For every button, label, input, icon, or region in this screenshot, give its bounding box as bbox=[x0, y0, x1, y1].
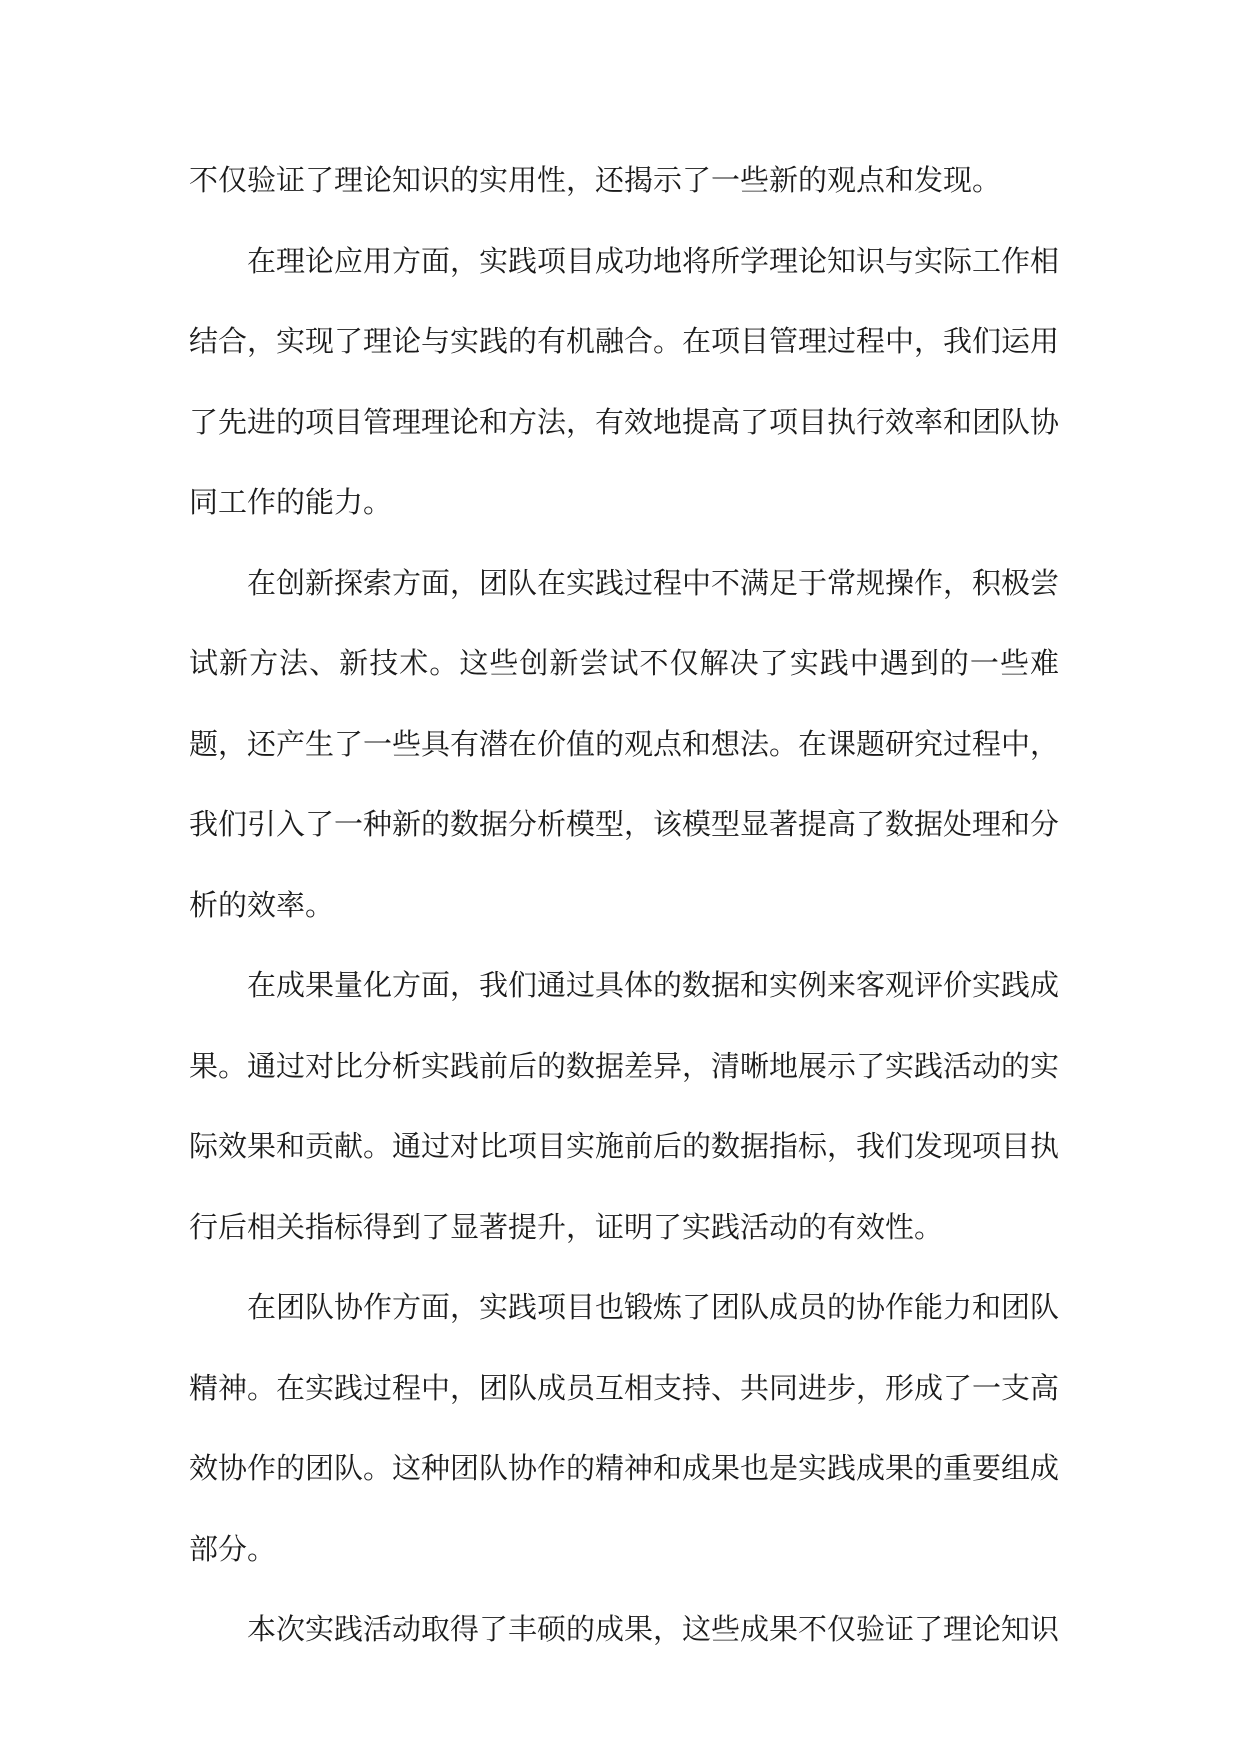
paragraph-continuation: 不仅验证了理论知识的实用性，还揭示了一些新的观点和发现。 bbox=[189, 163, 1002, 197]
paragraph-quantification: 在成果量化方面，我们通过具体的数据和实例来客观评价实践成果。通过对比分析实践前后的数据差异，清晰地展示了实践活动的实际效果和贡献。通过对比项目实施前后的数据指标，我们发现项目执行后相关指标得到了显著提升，证明了实践活动的有效性。 bbox=[189, 968, 1060, 1244]
paragraph-theory-application: 在理论应用方面，实践项目成功地将所学理论知识与实际工作相结合，实现了理论与实践的有机融合。在项目管理过程中，我们运用了先进的项目管理理论和方法，有效地提高了项目执行效率和团队协同工作的能力。 bbox=[189, 243, 1060, 519]
paragraph-summary: 本次实践活动取得了丰硕的成果，这些成果不仅验证了理论知识 bbox=[247, 1612, 1060, 1646]
document-body bbox=[189, 140, 1059, 1670]
paragraph-teamwork: 在团队协作方面，实践项目也锻炼了团队成员的协作能力和团队精神。在实践过程中，团队成员互相支持、共同进步，形成了一支高效协作的团队。这种团队协作的精神和成果也是实践成果的重要组成部分。 bbox=[189, 1290, 1060, 1566]
paragraph-innovation: 在创新探索方面，团队在实践过程中不满足于常规操作，积极尝试新方法、新技术。这些创新尝试不仅解决了实践中遇到的一些难题，还产生了一些具有潜在价值的观点和想法。在课题研究过程中，我们引入了一种新的数据分析模型，该模型显著提高了数据处理和分析的效率。 bbox=[189, 565, 1060, 922]
